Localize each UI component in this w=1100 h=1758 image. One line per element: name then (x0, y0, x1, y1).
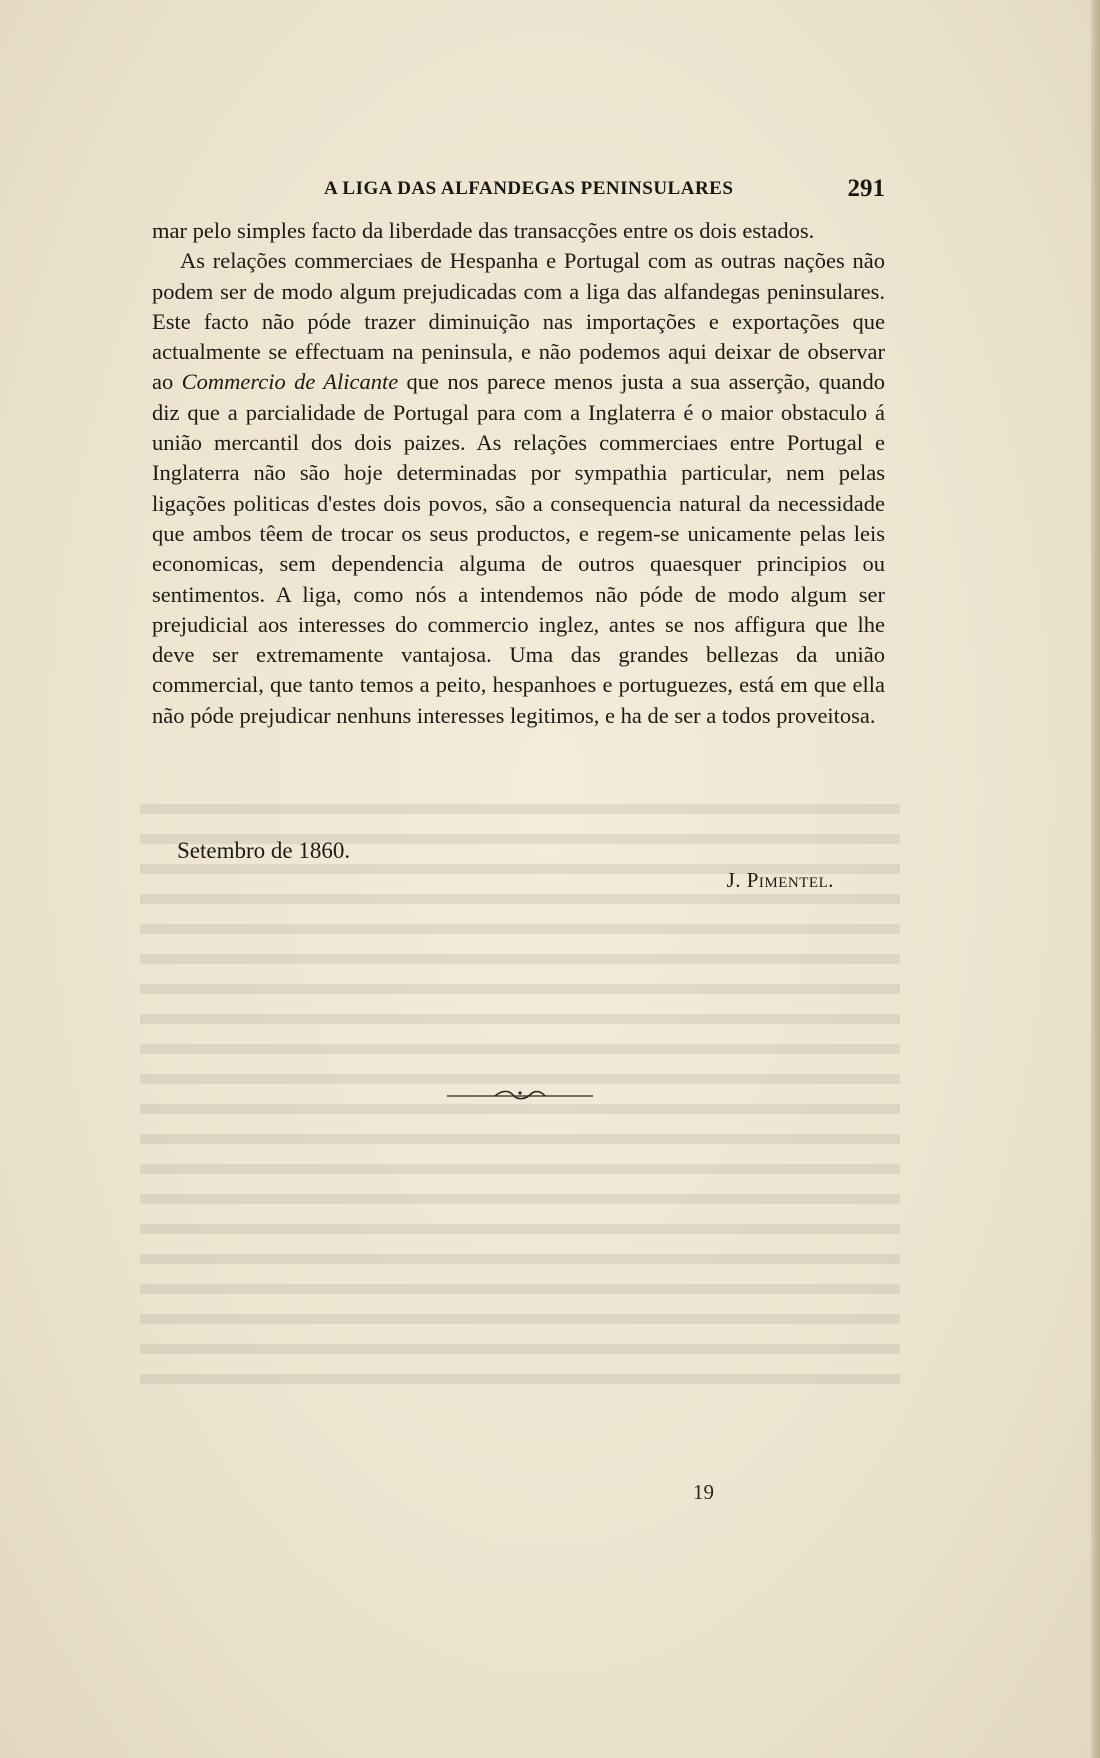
paragraph-2-part-2: que nos parece menos justa a sua asserção, quando diz que a parcialidade de Portugal para com a Inglaterra é o maior obstaculo á união mercantil dos dois paizes. As relações commerciaes entre Portugal e Inglaterra não são hoje determinadas por sympathia particular, nem pelas ligações politicas d'estes dois povos, são a consequencia natural da necessidade que ambos têem de trocar os seus productos, e regem-se unicamente pelas leis economicas, sem dependencia alguma de outros quaesquer principios ou sentimentos. A liga, como nós a intendemos não póde de modo algum ser prejudicial aos interesses do commercio inglez, antes se nos affigura que lhe deve ser extremamente vantajosa. Uma das grandes bellezas da união commercial, que tanto temos a peito, hespanhoes e portuguezes, está em que ella não póde prejudicar nenhuns interesses legitimos, e ha de ser a todos proveitosa. (152, 369, 885, 728)
paragraph-2 (152, 246, 885, 731)
running-head (150, 175, 885, 208)
dateline: Setembro de 1860. (177, 838, 351, 863)
signature-mark: 19 (693, 1480, 714, 1504)
page-number: 291 (847, 175, 885, 202)
ornament-divider-icon (447, 1088, 593, 1102)
running-title: A LIGA DAS ALFANDEGAS PENINSULARES (324, 178, 734, 199)
paragraph-2-part-1: As relações commerciaes de Hespanha e Portugal com as outras nações não podem ser de modo algum prejudicadas com a liga das alfandegas peninsulares. Este facto não póde trazer diminuição nas importações e exportações que actualmente se effectuam na peninsula, e não podemos aqui deixar de observar ao (152, 248, 885, 395)
author-signature: J. Pimentel. (726, 868, 834, 892)
paragraph-1: mar pelo simples facto da liberdade das transacções entre os dois estados. (152, 218, 815, 243)
page-edge (1091, 0, 1100, 1758)
newspaper-title: Commercio de Alicante (181, 369, 399, 395)
body-text (152, 216, 885, 731)
